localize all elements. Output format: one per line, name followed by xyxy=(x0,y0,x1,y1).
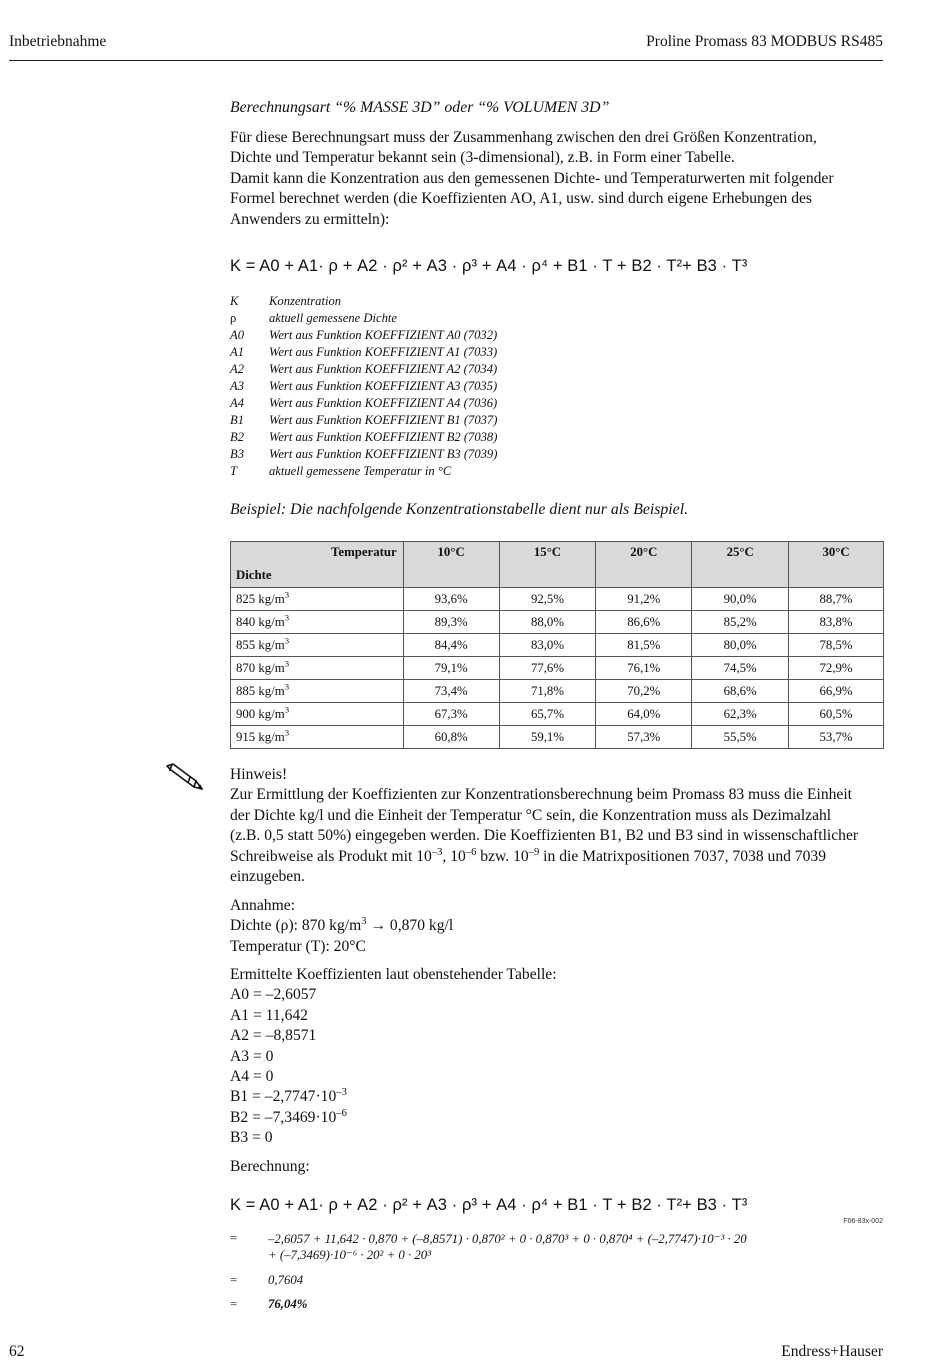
concentration-cell: 60,8% xyxy=(403,726,499,749)
legend-symbol: K xyxy=(230,294,239,308)
legend-row xyxy=(230,395,497,412)
concentration-table xyxy=(230,541,884,749)
concentration-cell: 92,5% xyxy=(499,588,596,611)
legend-row xyxy=(230,293,497,310)
intro-line: Dichte und Temperatur bekannt sein (3-dimensional), z.B. in Form einer Tabelle. xyxy=(230,149,735,167)
concentration-formula: K = A0 + A1· ρ + A2 · ρ² + A3 · ρ³ + A4 · ρ⁴ + B1 · T + B2 · T²+ B3 · T³ xyxy=(230,257,748,275)
assumption-block xyxy=(230,896,884,957)
coefficient-a4: A4 = 0 xyxy=(230,1068,274,1086)
table-row xyxy=(231,726,884,749)
concentration-cell: 65,7% xyxy=(499,703,596,726)
density-cell: 855 $kg/m^3$ xyxy=(231,634,404,657)
table-column-header: 30°C xyxy=(789,542,884,588)
legend-row xyxy=(230,446,497,463)
concentration-cell: 66,9% xyxy=(789,680,884,703)
hint-line: (z.B. 0,5 statt 50%) eingegeben werden. Die Koeffizienten B1, B2 und B3 sind in wissenschaftlicher xyxy=(230,827,859,845)
concentration-cell: 89,3% xyxy=(403,611,499,634)
header-rule xyxy=(9,60,883,61)
concentration-cell: 83,8% xyxy=(789,611,884,634)
concentration-cell: 84,4% xyxy=(403,634,499,657)
legend-row xyxy=(230,344,497,361)
concentration-cell: 60,5% xyxy=(789,703,884,726)
legend-symbol: A1 xyxy=(230,345,244,359)
equals-sign: = xyxy=(230,1231,238,1245)
hint-line: einzugeben. xyxy=(230,868,305,886)
hint-title: Hinweis! xyxy=(230,766,288,783)
legend-symbol: A0 xyxy=(230,328,244,342)
legend-symbol: B1 xyxy=(230,413,244,427)
calculation-title: Berechnung: xyxy=(230,1158,310,1175)
calculation-step-1 xyxy=(268,1231,747,1263)
legend-row xyxy=(230,412,497,429)
density-cell: 900 $kg/m^3$ xyxy=(231,703,404,726)
concentration-cell: 62,3% xyxy=(692,703,789,726)
table-corner-header xyxy=(231,542,404,588)
legend-symbol: B2 xyxy=(230,430,244,444)
temperature-axis-label: Temperatur xyxy=(331,545,397,559)
legend-description: Wert aus Funktion KOEFFIZIENT B1 (7037) xyxy=(269,413,498,427)
concentration-cell: 71,8% xyxy=(499,680,596,703)
intro-line: Anwenders zu ermitteln): xyxy=(230,210,390,228)
legend-description: Wert aus Funktion KOEFFIZIENT A2 (7034) xyxy=(269,362,498,376)
section-title: Berechnungsart “% MASSE 3D” oder “% VOLUMEN 3D” xyxy=(230,99,610,116)
concentration-cell: 74,5% xyxy=(692,657,789,680)
table-column-header: 15°C xyxy=(499,542,596,588)
legend-row xyxy=(230,378,497,395)
legend-symbol: A4 xyxy=(230,396,244,410)
figure-code: F06-83x-002 xyxy=(843,1218,883,1225)
legend-symbol: A2 xyxy=(230,362,244,376)
formula-legend xyxy=(230,293,497,480)
brand-name: Endress+Hauser xyxy=(781,1343,883,1360)
density-cell: 885 $kg/m^3$ xyxy=(231,680,404,703)
table-row xyxy=(231,611,884,634)
legend-description: Wert aus Funktion KOEFFIZIENT A0 (7032) xyxy=(269,328,498,342)
concentration-cell: 86,6% xyxy=(596,611,692,634)
concentration-cell: 64,0% xyxy=(596,703,692,726)
legend-row xyxy=(230,310,497,327)
concentration-cell: 80,0% xyxy=(692,634,789,657)
concentration-cell: 88,7% xyxy=(789,588,884,611)
intro-line: Damit kann die Konzentration aus den gemessenen Dichte- und Temperaturwerten mit folgender xyxy=(230,169,834,187)
concentration-cell: 77,6% xyxy=(499,657,596,680)
concentration-cell: 53,7% xyxy=(789,726,884,749)
table-row xyxy=(231,588,884,611)
concentration-cell: 55,5% xyxy=(692,726,789,749)
calculation-result: 76,04% xyxy=(268,1297,308,1311)
concentration-cell: 78,5% xyxy=(789,634,884,657)
intro-paragraph xyxy=(230,128,884,230)
concentration-cell: 59,1% xyxy=(499,726,596,749)
density-axis-label: Dichte xyxy=(236,568,272,582)
concentration-cell: 73,4% xyxy=(403,680,499,703)
coefficient-a0: A0 = –2,6057 xyxy=(230,986,317,1004)
equals-sign: = xyxy=(230,1273,238,1287)
page-number: 62 xyxy=(9,1343,25,1360)
concentration-cell: 88,0% xyxy=(499,611,596,634)
legend-description: Wert aus Funktion KOEFFIZIENT A1 (7033) xyxy=(269,345,498,359)
coefficients-title: Ermittelte Koeffizienten laut obenstehender Tabelle: xyxy=(230,966,557,983)
hint-line: Zur Ermittlung der Koeffizienten zur Konzentrationsberechnung beim Promass 83 muss die Einheit xyxy=(230,786,853,804)
legend-symbol: ρ xyxy=(230,311,237,325)
legend-row xyxy=(230,361,497,378)
legend-symbol: T xyxy=(230,464,238,478)
legend-description: Wert aus Funktion KOEFFIZIENT A3 (7035) xyxy=(269,379,498,393)
legend-description: aktuell gemessene Temperatur in °C xyxy=(269,464,452,478)
legend-description: Konzentration xyxy=(269,294,342,308)
calculation-formula: K = A0 + A1· ρ + A2 · ρ² + A3 · ρ³ + A4 · ρ⁴ + B1 · T + B2 · T²+ B3 · T³ xyxy=(230,1196,748,1214)
table-row xyxy=(231,657,884,680)
concentration-cell: 81,5% xyxy=(596,634,692,657)
concentration-cell: 70,2% xyxy=(596,680,692,703)
pencil-icon xyxy=(165,763,205,791)
legend-symbol: B3 xyxy=(230,447,244,461)
assumption-temperature: Temperatur (T): 20°C xyxy=(230,937,366,955)
table-column-header: 20°C xyxy=(596,542,692,588)
example-caption: Beispiel: Die nachfolgende Konzentrationstabelle dient nur als Beispiel. xyxy=(230,501,689,518)
equals-sign: = xyxy=(230,1297,238,1311)
table-column-header: 25°C xyxy=(692,542,789,588)
calculation-step-2: 0,7604 xyxy=(268,1273,304,1287)
hint-line: der Dichte kg/l und die Einheit der Temperatur °C sein, die Konzentration muss als Dezimalzahl xyxy=(230,806,832,824)
assumption-title: Annahme: xyxy=(230,897,295,914)
table-column-header: 10°C xyxy=(403,542,499,588)
concentration-cell: 93,6% xyxy=(403,588,499,611)
concentration-cell: 85,2% xyxy=(692,611,789,634)
legend-description: aktuell gemessene Dichte xyxy=(269,311,397,325)
density-cell: 825 $kg/m^3$ xyxy=(231,588,404,611)
legend-row xyxy=(230,463,497,480)
coefficient-a2: A2 = –8,8571 xyxy=(230,1027,317,1045)
concentration-cell: 79,1% xyxy=(403,657,499,680)
concentration-cell: 68,6% xyxy=(692,680,789,703)
table-row xyxy=(231,680,884,703)
running-header-product: Proline Promass 83 MODBUS RS485 xyxy=(646,33,883,50)
assumption-density: Dichte (ρ): 870 $kg/m^3 \to 0,870$ kg/l xyxy=(230,916,454,935)
calculation-line: + (–7,3469)·10⁻⁶ · 20² + 0 · 20³ xyxy=(268,1248,432,1262)
intro-line: Formel berechnet werden (die Koeffizienten AO, A1, usw. sind durch eigene Erhebungen des xyxy=(230,190,812,208)
coefficient-a1: A1 = 11,642 xyxy=(230,1006,308,1024)
concentration-cell: 91,2% xyxy=(596,588,692,611)
coefficients-block xyxy=(230,965,884,1149)
concentration-cell: 72,9% xyxy=(789,657,884,680)
legend-symbol: A3 xyxy=(230,379,244,393)
density-cell: 840 $kg/m^3$ xyxy=(231,611,404,634)
intro-line: Für diese Berechnungsart muss der Zusammenhang zwischen den drei Größen Konzentration, xyxy=(230,129,817,146)
concentration-cell: 57,3% xyxy=(596,726,692,749)
running-header-section: Inbetriebnahme xyxy=(9,33,107,50)
coefficient-a3: A3 = 0 xyxy=(230,1047,274,1065)
density-cell: 870 $kg/m^3$ xyxy=(231,657,404,680)
coefficient-b3: B3 = 0 xyxy=(230,1129,273,1147)
hint-block xyxy=(230,765,884,887)
table-row xyxy=(231,703,884,726)
hint-line: Schreibweise als Produkt mit $10^{-3}$, $10^{-6}$ bzw. $10^{-9}$ in die Matrixpositionen 7037, 7038 und 7039 xyxy=(230,846,826,865)
calculation-line: –2,6057 + 11,642 · 0,870 + (–8,8571) · 0,870² + 0 · 0,870³ + 0 · 0,870⁴ + (–2,7747)·10⁻³ · 20 xyxy=(268,1232,747,1246)
legend-row xyxy=(230,327,497,344)
concentration-cell: 90,0% xyxy=(692,588,789,611)
concentration-cell: 76,1% xyxy=(596,657,692,680)
table-row xyxy=(231,634,884,657)
legend-description: Wert aus Funktion KOEFFIZIENT A4 (7036) xyxy=(269,396,498,410)
coefficient-b1: $B1 = -2,7747\cdot 10^{-3}$ xyxy=(230,1087,347,1106)
coefficient-b2: $B2 = -7,3469\cdot 10^{-6}$ xyxy=(230,1107,347,1126)
table-header-row xyxy=(231,542,884,588)
concentration-cell: 83,0% xyxy=(499,634,596,657)
legend-row xyxy=(230,429,497,446)
legend-description: Wert aus Funktion KOEFFIZIENT B3 (7039) xyxy=(269,447,498,461)
legend-description: Wert aus Funktion KOEFFIZIENT B2 (7038) xyxy=(269,430,498,444)
concentration-cell: 67,3% xyxy=(403,703,499,726)
density-cell: 915 $kg/m^3$ xyxy=(231,726,404,749)
